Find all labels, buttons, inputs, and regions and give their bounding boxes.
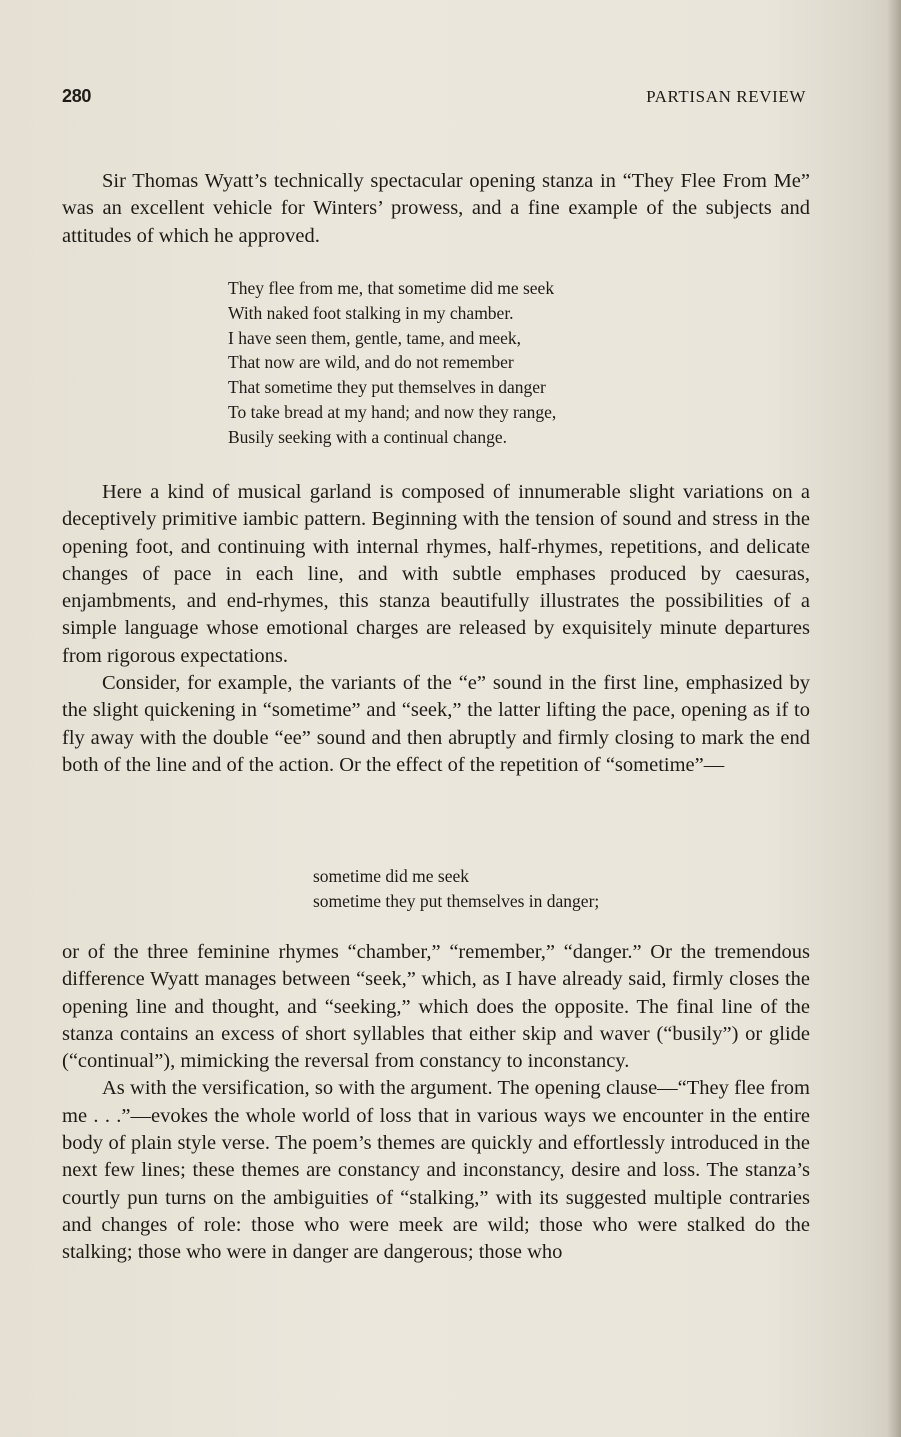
- page-edge-shadow: [887, 0, 901, 1437]
- page-number: 280: [62, 86, 92, 106]
- page-header: [62, 86, 806, 112]
- paragraph-5: As with the versification, so with the argument. The opening clause—“They flee from me . . .”—evokes the whole world of loss that in various ways we encounter in the entire body of plain style verse. The poem’s themes are quickly and effortlessly introduced in the next few lines; these themes are constancy and inconstancy, desire and loss. The stanza’s courtly pun turns on the ambiguities of “stalking,” with its suggested multiple contraries and changes of role: those who were meek are wild; those who were stalked do the stalking; those who were in danger are dangerous; those who: [62, 1077, 810, 1264]
- paragraph-1: Sir Thomas Wyatt’s technically spectacular opening stanza in “They Flee From Me” was an excellent vehicle for Winters’ prowess, and a fine example of the subjects and attitudes of which he approved.: [62, 170, 810, 247]
- poem-stanza: [228, 276, 556, 450]
- poem-line-6: To take bread at my hand; and now they range,: [228, 401, 557, 422]
- poem-line-1: They flee from me, that sometime did me seek: [228, 278, 555, 298]
- poem-line-4: That now are wild, and do not remember: [228, 352, 514, 373]
- quote-line-1: sometime did me seek: [313, 866, 470, 886]
- poem-line-5: That sometime they put themselves in danger: [228, 377, 546, 398]
- quote-line-2: sometime they put themselves in danger;: [313, 890, 600, 911]
- poem-line-3: I have seen them, gentle, tame, and meek,: [228, 327, 522, 348]
- paragraphs-4-5-block: [62, 939, 810, 1267]
- poem-line-7: Busily seeking with a continual change.: [228, 426, 507, 447]
- paragraph-2: Here a kind of musical garland is composed of innumerable slight variations on a deceptively primitive iambic pattern. Beginning with the tension of sound and stress in the opening foot, and continuing with internal rhymes, half-rhymes, repetitions, and delicate changes of pace in each line, and with subtle emphases produced by caesuras, enjambments, and end-rhymes, this stanza beautifully illustrates the possibilities of a simple language whose emotional charges are released by exquisitely minute departures from rigorous expectations.: [62, 481, 810, 667]
- paragraph-3: Consider, for example, the variants of the “e” sound in the first line, emphasized by the slight quickening in “sometime” and “seek,” the latter lifting the pace, opening as if to fly away with the double “ee” sound and then abruptly and firmly closing to mark the end both of the line and of the action. Or the effect of the repetition of “sometime”—: [62, 672, 810, 776]
- poem-quotation: [313, 864, 599, 914]
- poem-line-2: With naked foot stalking in my chamber.: [228, 302, 514, 323]
- running-head: PARTISAN REVIEW: [646, 87, 806, 106]
- paragraphs-2-3-block: [62, 479, 810, 779]
- paragraph-1-block: [62, 168, 810, 250]
- paragraph-4: or of the three feminine rhymes “chamber,” “remember,” “danger.” Or the tremendous difference Wyatt manages between “seek,” which, as I have already said, firmly closes the opening line and thought, and “seeking,” which does the opposite. The final line of the stanza contains an excess of short syllables that either skip and waver (“busily”) or glide (“continual”), mimicking the reversal from constancy to inconstancy.: [62, 941, 810, 1073]
